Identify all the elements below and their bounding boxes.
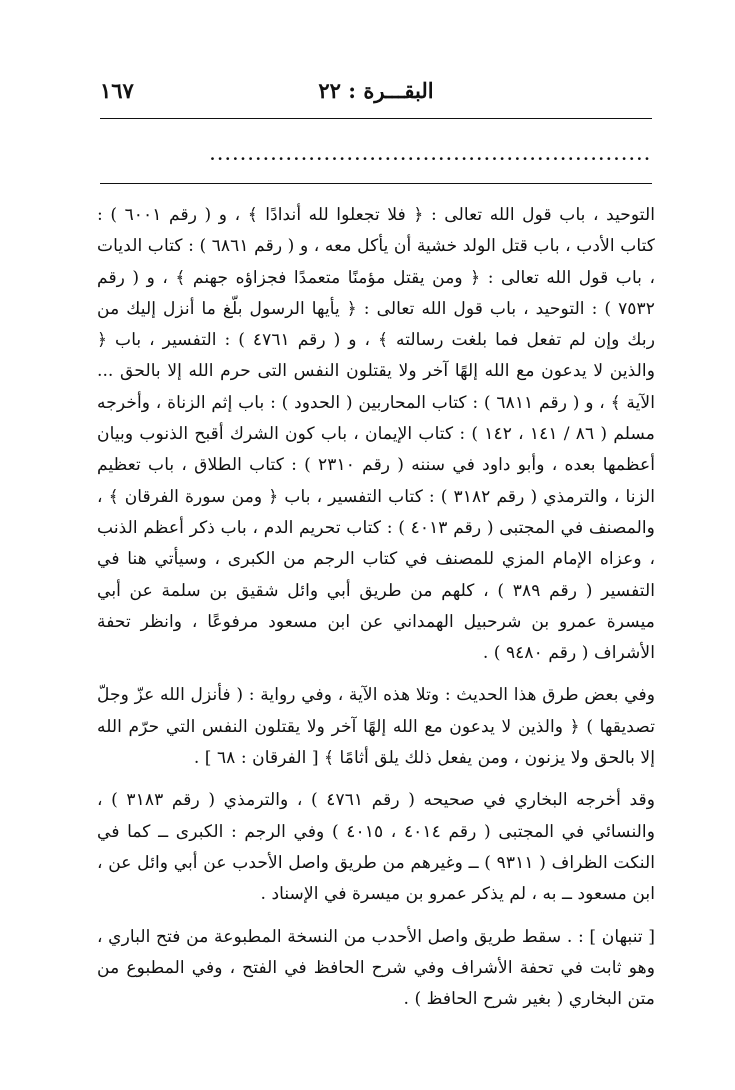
footnote-rule [100, 183, 652, 184]
elided-text-dots: .......................................................... [209, 146, 652, 164]
page-number: ١٦٧ [100, 78, 134, 103]
running-title: البقـــرة : ٢٢ [318, 78, 434, 103]
page-header [100, 78, 652, 108]
footnote-paragraph: [ تنبهان ] : . سقط طريق واصل الأحدب من النسخة المطبوعة من فتح الباري ، وهو ثابت في تحفة الأشراف وفي شرح الحافظ في الفتح ، وفي المطبوع من متن البخاري ( بغير شرح الحافظ ) . [97, 926, 655, 1010]
header-rule [100, 118, 652, 119]
footnote-paragraph: التوحيد ، باب قول الله تعالى : ﴿ فلا تجعلوا لله أندادًا ﴾ ، و ( رقم ٦٠٠١ ) : كتاب الأدب ، باب قتل الولد خشية أن يأكل معه ، و ( رقم ٦٨٦١ ) : كتاب الديات ، باب قول الله تعالى : ﴿ ومن يقتل مؤمنًا متعمدًا فجزاؤه جهنم ﴾ ، و ( رقم ٧٥٣٢ ) : التوحيد ، باب قول الله تعالى : ﴿ يأيها الرسول بلّغ ما أنزل إليك من ربك وإن لم تفعل فما بلغت رسالته ﴾ ، و ( رقم ٤٧٦١ ) : التفسير ، باب ﴿ والذين لا يدعون مع الله إلهًا آخر ولا يقتلون النفس التى حرم الله إلا بالحق ... الآية ﴾ ، و ( رقم ٦٨١١ ) : كتاب المحاربين ( الحدود ) : باب إثم الزناة ، وأخرجه مسلم ( ٨٦ / ١٤١ ، ١٤٢ ) : كتاب الإيمان ، باب كون الشرك أقبح الذنوب وبيان أعظمها بعده ، وأبو داود في سننه ( رقم ٢٣١٠ ) : كتاب الطلاق ، باب تعظيم الزنا ، والترمذي ( رقم ٣١٨٢ ) : كتاب التفسير ، باب ﴿ ومن سورة الفرقان ﴾ ، والمصنف في المجتبى ( رقم ٤٠١٣ ) : كتاب تحريم الدم ، باب ذكر أعظم الذنب ، وعزاه الإمام المزي للمصنف في كتاب الرجم من الكبرى ، وسيأتي هنا في التفسير ( رقم ٣٨٩ ) ، كلهم من طريق أبي وائل شقيق بن سلمة عن أبي ميسرة عمرو بن شرحبيل الهمداني عن ابن مسعود مرفوعًا ، وانظر تحفة الأشراف ( رقم ٩٤٨٠ ) . [97, 205, 656, 664]
footnote-paragraph: وقد أخرجه البخاري في صحيحه ( رقم ٤٧٦١ ) ، والترمذي ( رقم ٣١٨٣ ) ، والنسائي في المجتبى ( رقم ٤٠١٤ ، ٤٠١٥ ) وفي الرجم : الكبرى ــ كما في النكت الظراف ( ٩٣١١ ) ــ وغيرهم من طريق واصل الأحدب عن أبي وائل عن ، ابن مسعود ــ به ، لم يذكر عمرو بن ميسرة في الإسناد . [97, 790, 655, 905]
footnote-paragraph: وفي بعض طرق هذا الحديث : وتلا هذه الآية ، وفي رواية : ( فأنزل الله عزّ وجلّ تصديقها ) ﴿ والذين لا يدعون مع الله إلهًا آخر ولا يقتلون النفس التي حرّم الله إلا بالحق ولا يزنون ، ومن يفعل ذلك يلق أثامًا ﴾ [ الفرقان : ٦٨ ] . [97, 685, 655, 769]
footnote-body [97, 200, 655, 1015]
